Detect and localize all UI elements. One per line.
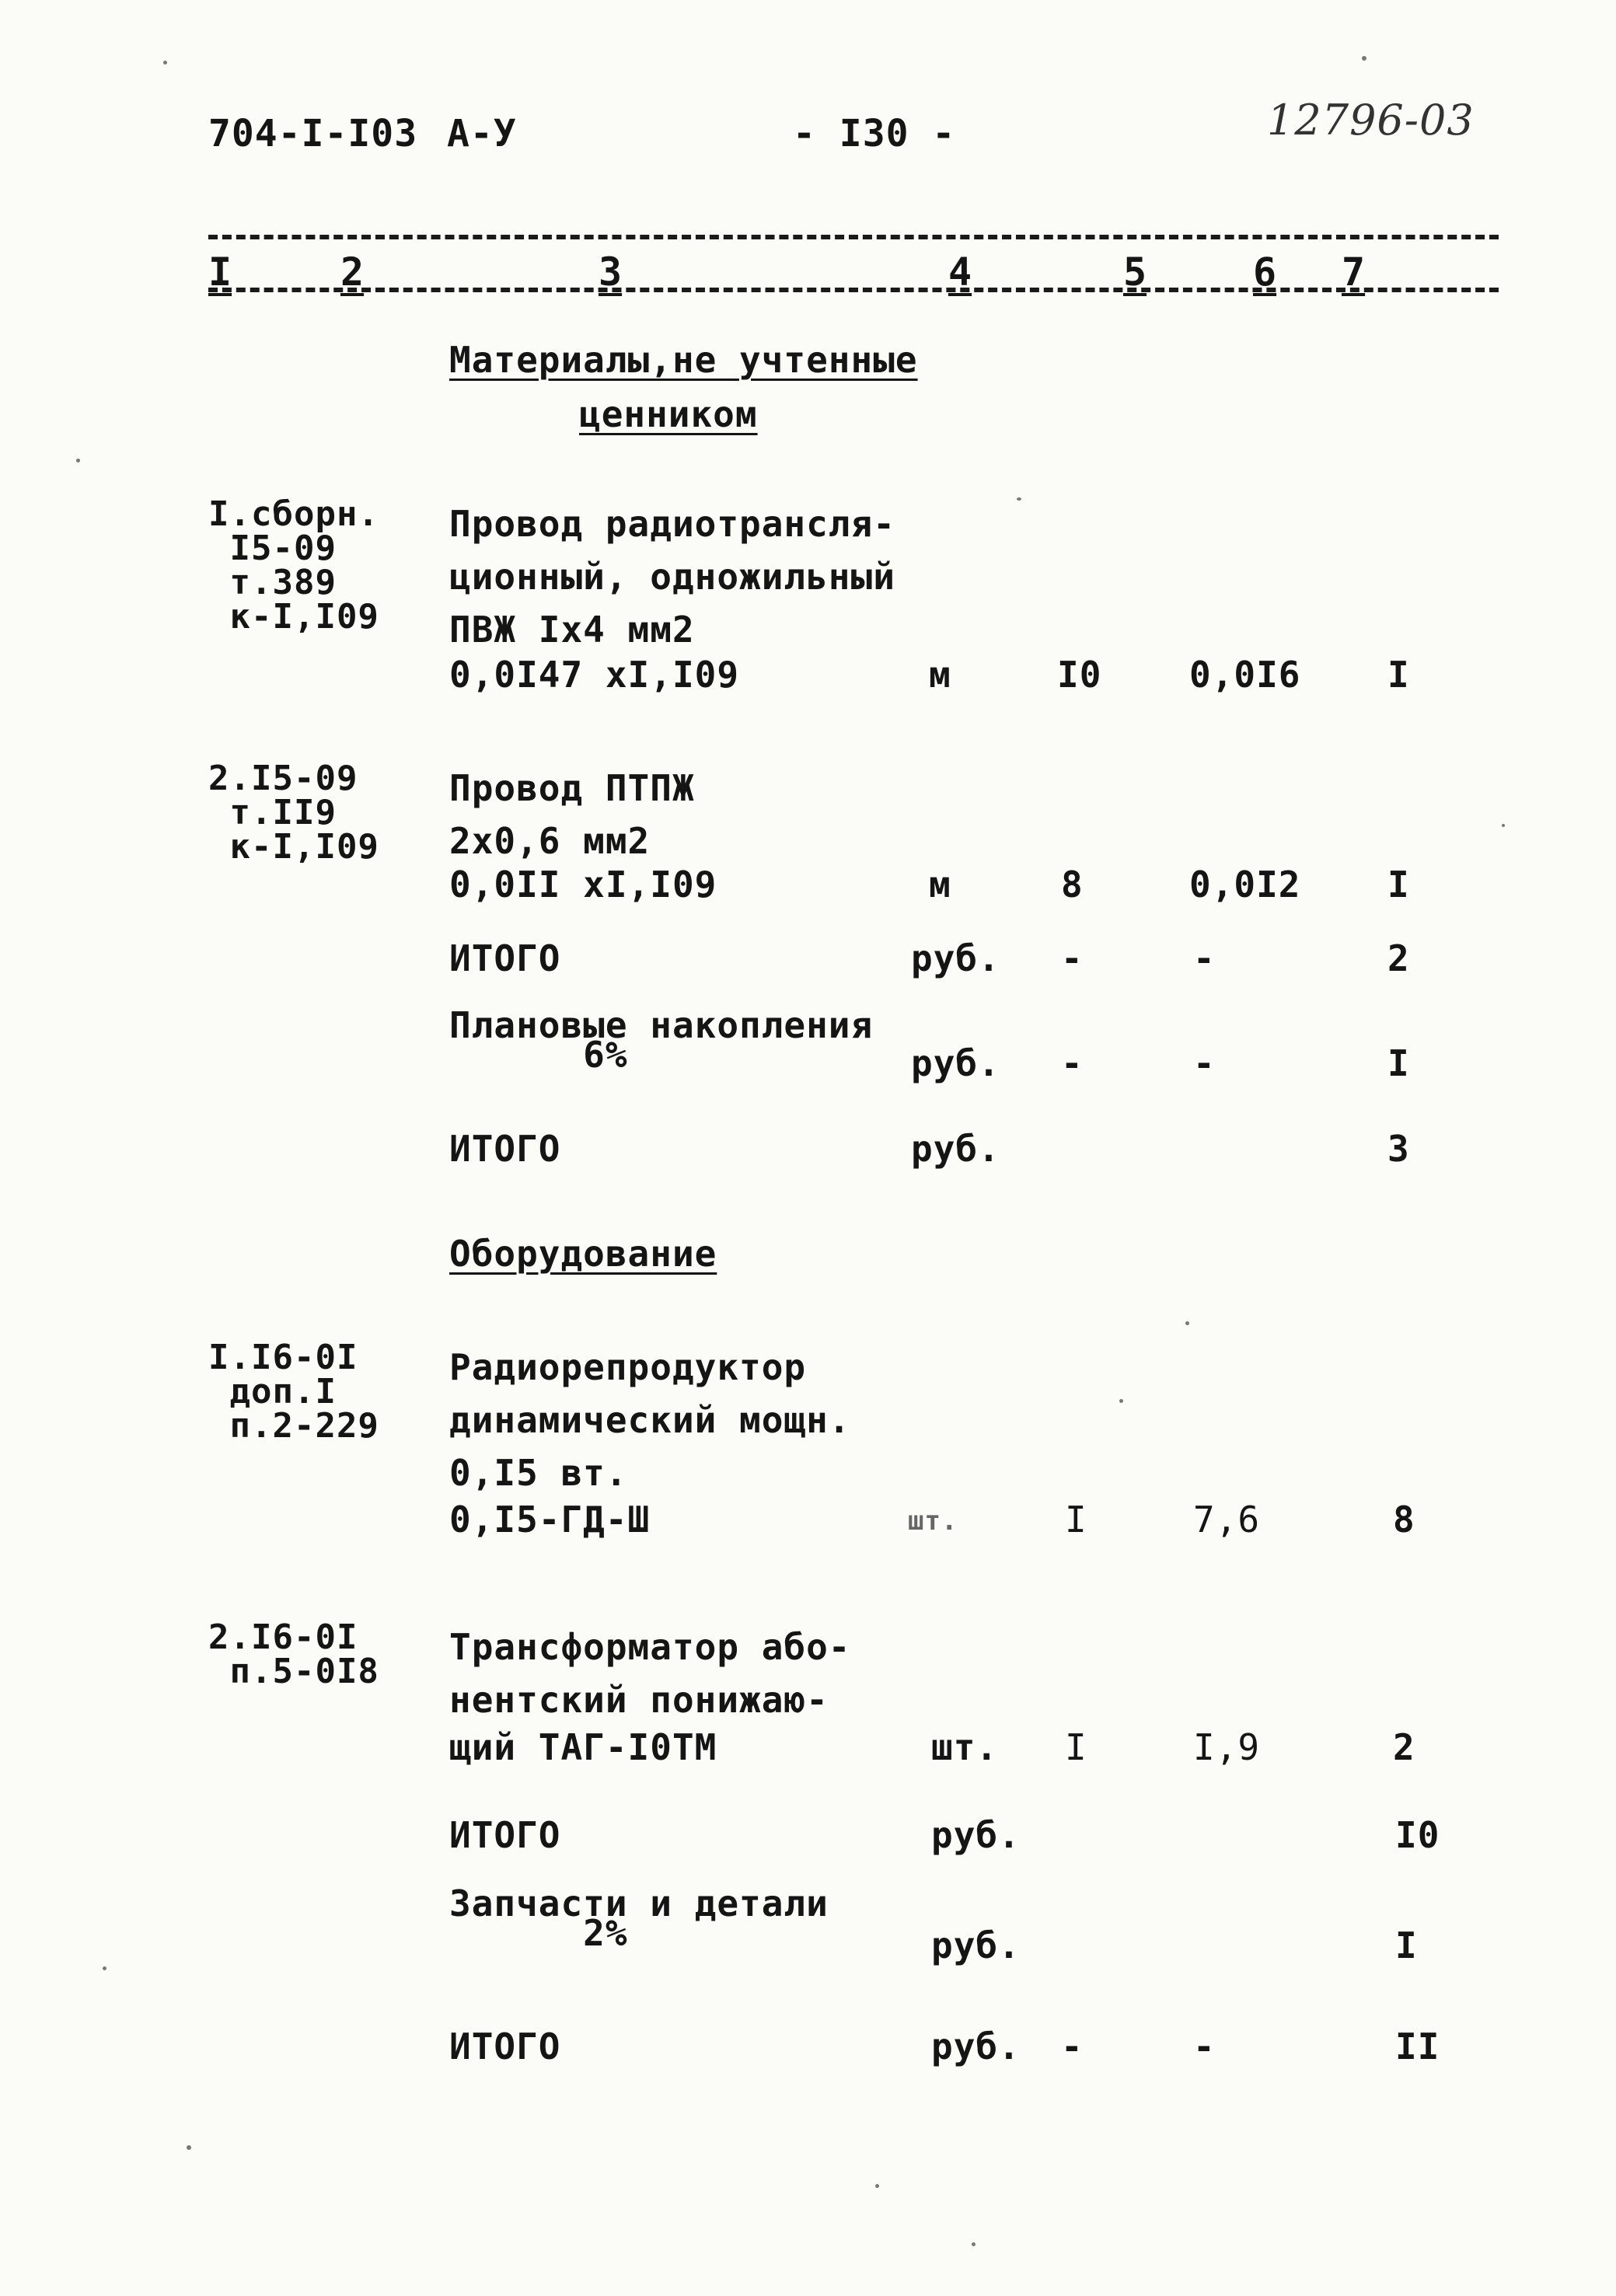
summary-label: ИТОГО — [449, 1128, 561, 1170]
unit: руб. — [931, 2026, 1021, 2067]
column-number-7: 7 — [1342, 249, 1366, 295]
section-title-equipment: Оборудование — [449, 1233, 717, 1275]
item-name: Радиорепродуктор динамический мощн. 0,I5 вт. — [449, 1346, 851, 1494]
unit-price: 7,6 — [1193, 1499, 1261, 1541]
section-code: А-У — [447, 112, 517, 155]
reference-code: 2.I5-09 т.II9 к-I,I09 — [208, 759, 379, 867]
unit: м — [929, 864, 951, 905]
scan-speck — [76, 459, 80, 462]
unit: шт. — [931, 1726, 999, 1768]
section-title-materials: Материалы,не учтенные — [449, 339, 918, 381]
unit: руб. — [911, 1042, 1000, 1084]
scan-speck — [972, 2242, 976, 2246]
quantity: - — [1061, 937, 1084, 979]
row-total: I — [1395, 1924, 1418, 1966]
item-name: Провод ПТПЖ 2х0,6 мм2 — [449, 767, 695, 862]
document-code: 704-I-I03 — [208, 112, 418, 155]
handwritten-archive-number: 12796-03 — [1267, 96, 1475, 145]
summary-label: ИТОГО — [449, 1814, 561, 1856]
scan-speck — [1362, 56, 1366, 61]
row-total: I0 — [1395, 1814, 1440, 1856]
column-number-2: 2 — [340, 249, 365, 295]
scan-speck — [1502, 824, 1505, 827]
item-formula: 0,I5-ГД-Ш — [449, 1499, 651, 1541]
unit: руб. — [911, 1128, 1000, 1170]
summary-label: Плановые накопления 6% — [449, 1004, 874, 1076]
scan-speck — [163, 61, 167, 65]
column-number-1: I — [208, 249, 232, 295]
summary-label: ИТОГО — [449, 2026, 561, 2067]
item-name: Трансформатор або- нентский понижаю- — [449, 1626, 851, 1721]
unit-price: - — [1193, 2026, 1216, 2067]
reference-code: 2.I6-0I п.5-0I8 — [208, 1617, 379, 1691]
unit-price: 0,0I2 — [1189, 864, 1301, 905]
scan-speck — [1119, 1399, 1123, 1403]
row-total: II — [1395, 2026, 1440, 2067]
quantity: - — [1061, 1042, 1084, 1084]
unit-price: 0,0I6 — [1189, 654, 1301, 696]
unit: руб. — [931, 1814, 1021, 1856]
dashed-rule-top — [208, 235, 1499, 239]
quantity: - — [1061, 2026, 1084, 2067]
unit-price: I,9 — [1193, 1726, 1261, 1768]
item-formula: 0,0I47 хI,I09 — [449, 654, 740, 696]
row-total: 8 — [1393, 1499, 1415, 1541]
section-title-materials-cont: ценником — [579, 393, 758, 435]
quantity: I — [1065, 1499, 1087, 1541]
item-formula: 0,0II хI,I09 — [449, 864, 717, 905]
scan-speck — [1017, 497, 1021, 501]
row-total: I — [1387, 1042, 1410, 1084]
page-number: - I30 - — [793, 112, 956, 155]
row-total: 2 — [1387, 937, 1410, 979]
scan-speck — [875, 2184, 879, 2188]
item-formula: щий ТАГ-I0ТМ — [449, 1726, 717, 1768]
scan-speck — [1185, 1321, 1189, 1325]
scan-speck — [103, 1966, 106, 1970]
unit: руб. — [911, 937, 1000, 979]
quantity: I0 — [1057, 654, 1102, 696]
unit-price: - — [1193, 937, 1216, 979]
summary-label: Запчасти и детали 2% — [449, 1883, 829, 1954]
unit: шт. — [908, 1506, 958, 1537]
column-number-5: 5 — [1123, 249, 1147, 295]
unit-price: - — [1193, 1042, 1216, 1084]
dashed-rule-bottom — [208, 288, 1499, 292]
row-total: I — [1387, 654, 1410, 696]
quantity: I — [1065, 1726, 1087, 1768]
reference-code: I.I6-0I доп.I п.2-229 — [208, 1338, 379, 1446]
row-total: 2 — [1393, 1726, 1415, 1768]
column-number-4: 4 — [948, 249, 972, 295]
unit: м — [929, 654, 951, 696]
quantity: 8 — [1061, 864, 1084, 905]
row-total: I — [1387, 864, 1410, 905]
column-number-6: 6 — [1253, 249, 1277, 295]
item-name: Провод радиотрансля- ционный, одножильный ПВЖ Iх4 мм2 — [449, 503, 895, 651]
row-total: 3 — [1387, 1128, 1410, 1170]
scan-speck — [187, 2145, 191, 2150]
column-number-3: 3 — [599, 249, 623, 295]
reference-code: I.сборн. I5-09 т.389 к-I,I09 — [208, 494, 379, 637]
unit: руб. — [931, 1924, 1021, 1966]
summary-label: ИТОГО — [449, 937, 561, 979]
